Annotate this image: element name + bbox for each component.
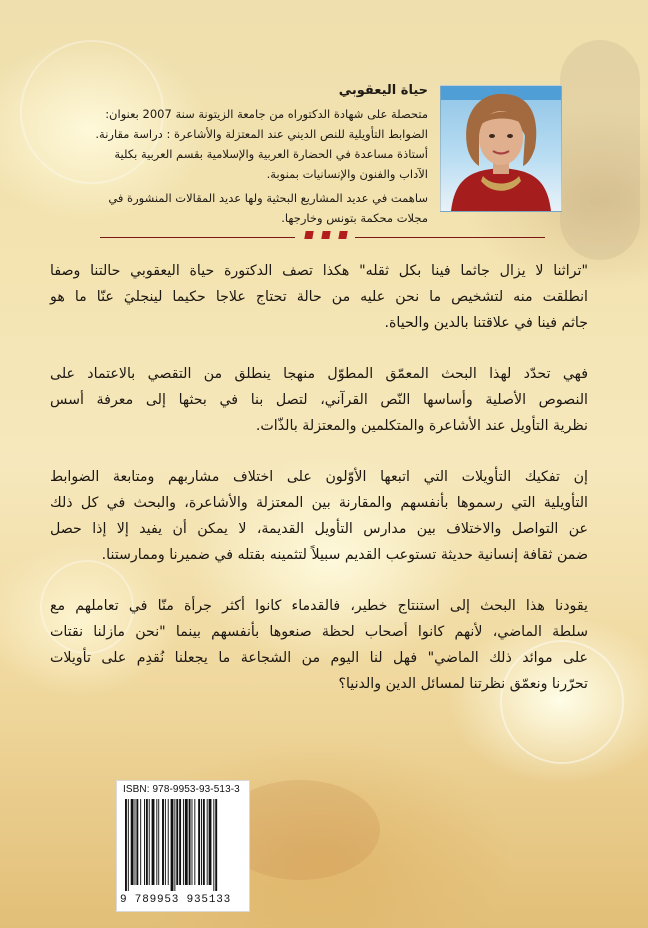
text-line: نظرية التأويل عند الأشاعرة والمتكلمين والمعتزلة بالذّات. [255,418,588,434]
text-line: انطلقت منه لتشخيص ما نحن عليه من حالة تحتاج علاجا حكيما لينجليَ عنّا ما هو [50,289,588,305]
barcode-bar [158,799,159,885]
barcode-bar [209,799,212,885]
barcode-bar [140,799,141,885]
bio-line: متحصلة على شهادة الدكتوراه من جامعة الزيتونة سنة 2007 بعنوان: [105,107,428,121]
barcode-bar [213,799,214,891]
barcode-bar [168,799,169,885]
text-line: جاثم فينا في علاقتنا بالدين والحياة. [384,315,588,331]
barcode-bar [131,799,134,885]
barcode-bar [192,799,193,885]
blurb-paragraph [50,593,588,697]
author-name: حياة اليعقوبي [338,83,428,98]
barcode-bar [156,799,157,885]
text-line: يقودنا هذا البحث إلى استنتاج خطير، فالقدماء كانوا أكثر جرأة منّا في تعاملهم مع [50,598,588,614]
barcode-bar [207,799,208,885]
text-line: التأويلية التي رسموها بأنفسهم والمقارنة بين المعتزلة والأشاعرة، والبحث في كل ذلك [50,495,588,511]
barcode-bar [171,799,174,891]
bio-line: أستاذة مساعدة في الحضارة العربية والإسلامية بقسم العربية بكلية [114,147,428,161]
barcode-bar [176,799,178,885]
bio-line: الضوابط التأويلية للنص الديني عند المعتزلة والأشاعرة : دراسة مقارنة. [95,127,428,141]
text-line: النصوص الأصلية وأساسها النّص القرآني، لتصل بنا في بحثها إلى معرفة أسس [50,392,588,408]
barcode-bars [125,799,243,891]
barcode-bar [183,799,184,885]
divider-ornament [305,231,347,239]
barcode-bar [152,799,155,885]
paragraph-gap [50,336,588,361]
barcode-bar [165,799,166,885]
barcode-bar [149,799,150,885]
text-line: عن التواصل والاختلاف بين مدارس التأويل القديمة، لا يمكن أن يفيد إلا إذا حصل [50,521,588,537]
divider-ornament-dot [338,231,347,239]
barcode-bar [144,799,145,885]
divider-line [100,237,295,238]
text-line: سلطة الماضي، لأنهم كانوا أصحاب لحظة صنعوها بأنفسهم بينما "نحن مازلنا نقتات [50,624,588,640]
barcode-bar [201,799,202,885]
barcode-bar [215,799,217,891]
barcode-bar [185,799,188,885]
barcode-bar [198,799,200,885]
barcode-bar [136,799,138,885]
text-line: على موائد ذلك الماضي" فهل لنا اليوم من الشجاعة ما يجعلنا نُقدِم على تأويلات [50,650,588,666]
background-calligraphy-shadow [560,40,640,260]
barcode-bar [146,799,148,885]
divider-ornament-dot [304,231,313,239]
barcode-digits: 9 789953 935133 [120,894,232,906]
text-line: تحرّرنا ونعمّق نظرتنا لمسائل الدين والدنيا؟ [338,676,588,692]
isbn-label: ISBN: 978-9953-93-513-3 [123,784,240,795]
barcode-bar [125,799,127,891]
text-line: "تراثنا لا يزال جاثما فينا بكل ثقله" هكذا تصف الدكتورة حياة اليعقوبي حالتنا وصفا [50,263,588,279]
text-line: ضمن ثقافة إنسانية حديثة تستوعب القديم سبيلاً لتثمينه بقتله في ضميرنا وممارستنا. [101,547,588,563]
barcode-bar [194,799,195,885]
blurb-paragraph [50,361,588,439]
bio-line: الآداب والفنون والإنسانيات بمنوبة. [266,167,428,181]
divider-line [355,237,545,238]
barcode-bar [174,799,175,891]
text-line: إن تفكيك التأويلات التي اتبعها الأوّلون على اختلاف مشاربهم ومتابعة الضوابط [50,469,588,485]
bio-line: ساهمت في عديد المشاريع البحثية ولها عديد المقالات المنشورة في [108,191,428,205]
barcode-bar [135,799,136,885]
paragraph-gap [50,439,588,464]
blurb-paragraph [50,464,588,568]
author-photo [440,85,562,212]
blurb-paragraph [50,258,588,336]
barcode-bar [179,799,181,885]
text-line: فهي تحدّد لهذا البحث المعمّق المطوّل منهجا ينطلق من التقصي بالاعتماد على [50,366,588,382]
isbn-barcode [116,780,250,912]
author-bio [95,82,428,228]
paragraph-gap [50,568,588,593]
barcode-bar [203,799,205,885]
divider-ornament-dot [321,231,330,239]
barcode-bar [162,799,164,885]
blurb-text [50,258,588,697]
bio-line: مجلات محكمة بتونس وخارجها. [281,211,428,225]
barcode-bar [189,799,191,885]
barcode-bar [128,799,129,891]
